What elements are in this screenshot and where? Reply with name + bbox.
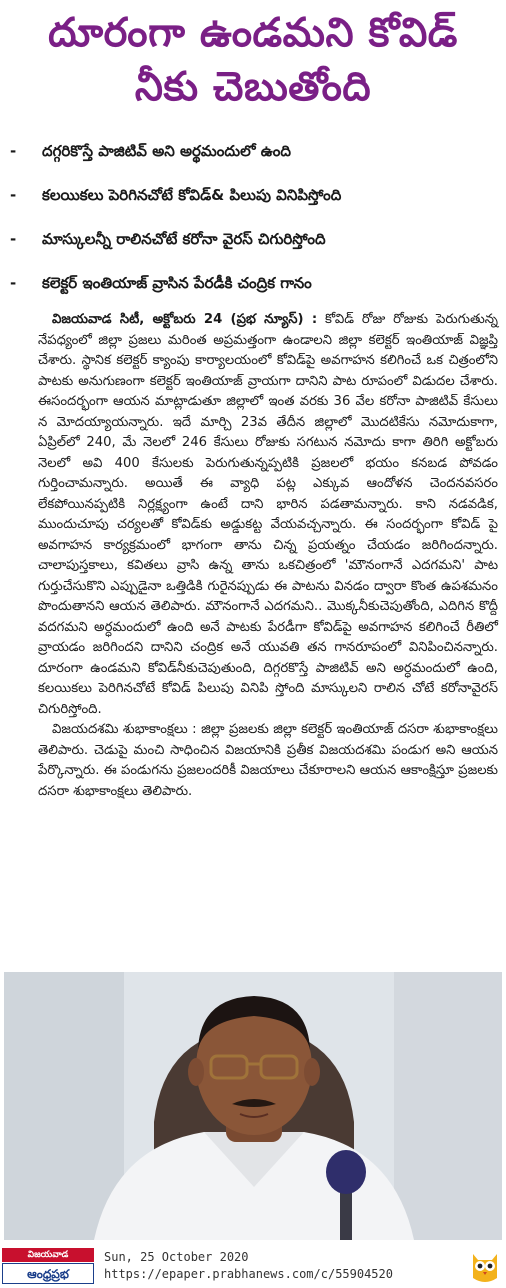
clip-url-link[interactable]: https://epaper.prabhanews.com/c/55904520	[104, 1267, 393, 1281]
article-paragraph	[38, 310, 498, 720]
bullet-text: కలయికలు పెరిగినచోటే కోవిడ్& పిలుపు వినిపిస్తోంది	[42, 186, 342, 204]
bullet-text: దగ్గరికొస్తే పాజిటివ్ అని అర్థమందులో ఉంది	[42, 142, 291, 160]
logo-city: విజయవాడ	[2, 1248, 94, 1262]
bullet-item	[0, 268, 506, 312]
article-body	[38, 310, 498, 802]
bullet-item	[0, 180, 506, 224]
bullet-dash: -	[10, 230, 17, 248]
bullet-dash: -	[10, 186, 17, 204]
publish-date: Sun, 25 October 2020	[104, 1250, 249, 1264]
bullet-dash: -	[10, 274, 17, 292]
logo-title: ఆంధ్రప్రభ	[2, 1263, 94, 1284]
bullet-dash: -	[10, 142, 17, 160]
highlight-bullets	[0, 136, 506, 312]
headline-line-1: దూరంగా ఉండమని కోవిడ్	[48, 10, 458, 56]
bullet-item	[0, 224, 506, 268]
article-text: కోవిడ్ రోజు రోజుకు పెరుగుతున్న నేపధ్యంలో జిల్లా ప్రజలు మరింత అప్రమత్తంగా ఉండాలని జిల్లా కలెక్టర్ ఇంతియాజ్ విజ్ఞప్తి చేశారు. స్థానిక కలెక్టర్ క్యాంపు కార్యాలయంలో కోవిడ్‌పై అవగాహన కలిగించే ఒక చిత్రంలోని పాటకు అనుగుణంగా కలెక్టర్ ఇంతియాజ్ వ్రాయగా దానిని పాట రూపంలో విడుదల చేశారు. ఈసందర్భంగా ఆయన మాట్లాడుతూ జిల్లాలో ఇంత వరకు 36 వేల కరోనా పాజిటివ్ కేసులు న మోదయ్యాయన్నారు. ఇదే మార్చి 23వ తేదీన జిల్లాలో మొదటికేసు నమోదుకాగా, ఏప్రిల్‌లో 240, మే నెలలో 246 కేసులు రోజుకు సగటున నమోదు కాగా తిరిగి అక్టోబరు నెలలో అవి 400 కేసులకు పెరుగుతున్నప్పటికి ప్రజలలో భయం కనబడ పోవడం గుర్తించామన్నారు. అయితే ఈ వ్యాధి పట్ల ఎక్కువ ఆందోళన చెందనవసరం లేకపోయినప్పటికి నిర్లక్ష్యంగా ఉంటే దాని భారిన పడతామన్నారు. కాని నడవడిక, ముందుచూపు చర్యలతో కోవిడ్‌కు అడ్డుకట్ట వేయవచ్చన్నారు. ఈ సందర్భంగా కోవిడ్ పై అవగాహన కార్యక్రమంలో భాగంగా తాను చిన్న ప్రయత్నం చేయడం జరిగిందన్నారు. చాలాపుస్తకాలు, కవితలు వ్రాసి ఉన్న తాను ఒకచిత్రంలో 'మౌనంగానే ఎదగమని' పాట గుర్తుచేసుకొని ఎప్పుడైనా ఒత్తిడికి గురైనప్పుడు ఈ పాటను వినడం ద్వారా కొంత ఉపశమనం పొందుతానని ఆయన తెలిపారు. మౌనంగానే ఎదగమని.. మొక్కనీకుచెపుతోంది, ఎదిగిన కొద్దీ వదగమని అర్ధమందులో ఉంది అనే పాటకు పేరడీగా కోవిడ్‌పై అవగాహన కలిగించే రీతిలో వ్రాయడం జరిగిందని దానిని చంద్రిక అనే యువతి తన గానరూపంలో వినిపించినన్నారు. దూరంగా ఉండమని కోవిడ్‌నీకుచెపుతుంది, దిగ్గరకొస్తే పాజిటివ్ అని అర్ధమందులో ఉంది, కలయికలు పెరిగినచోటే కోవిడ్ పిలుపు వినిపి స్తోంది మాస్కులని రాలిన చోటే కరోనావైరస్ చిగురిస్తోంది.	[38, 312, 498, 717]
footer-meta	[104, 1249, 393, 1283]
article-wishes: విజయదశమి శుభాకాంక్షలు : జిల్లా ప్రజలకు జిల్లా కలెక్టర్ ఇంతియాజ్ దసరా శుభాకాంక్షలు తెలిపారు. చెడుపై మంచి సాధించిన విజయానికి ప్రతీక విజయదశమి పండుగ అని ఆయన పేర్కొన్నారు. ఈ పండుగను ప్రజలందరికీ విజయాలు చేకూరాలని ఆయన ఆకాంక్షిస్తూ ప్రజలకు దసరా శుభాకాంక్షలు తెలిపారు.	[38, 722, 498, 799]
headline-line-2: నీకు చెబుతోంది	[134, 64, 372, 110]
newspaper-logo	[2, 1248, 94, 1284]
collector-photo	[4, 972, 502, 1240]
dateline: విజయవాడ సిటీ, అక్టోబరు 24 (ప్రభ న్యూస్) :	[52, 312, 318, 327]
owl-icon	[470, 1248, 500, 1284]
bullet-item	[0, 136, 506, 180]
collector-photo-illustration	[4, 972, 502, 1240]
bullet-text: కలెక్టర్ ఇంతియాజ్ వ్రాసిన పేరడీకి చంద్రిక గానం	[42, 274, 312, 292]
epaper-footer	[0, 1244, 506, 1288]
bullet-text: మాస్కులన్నీ రాలినచోటే కరోనా వైరస్ చిగురిస్తోంది	[42, 230, 326, 248]
headline	[0, 6, 506, 114]
